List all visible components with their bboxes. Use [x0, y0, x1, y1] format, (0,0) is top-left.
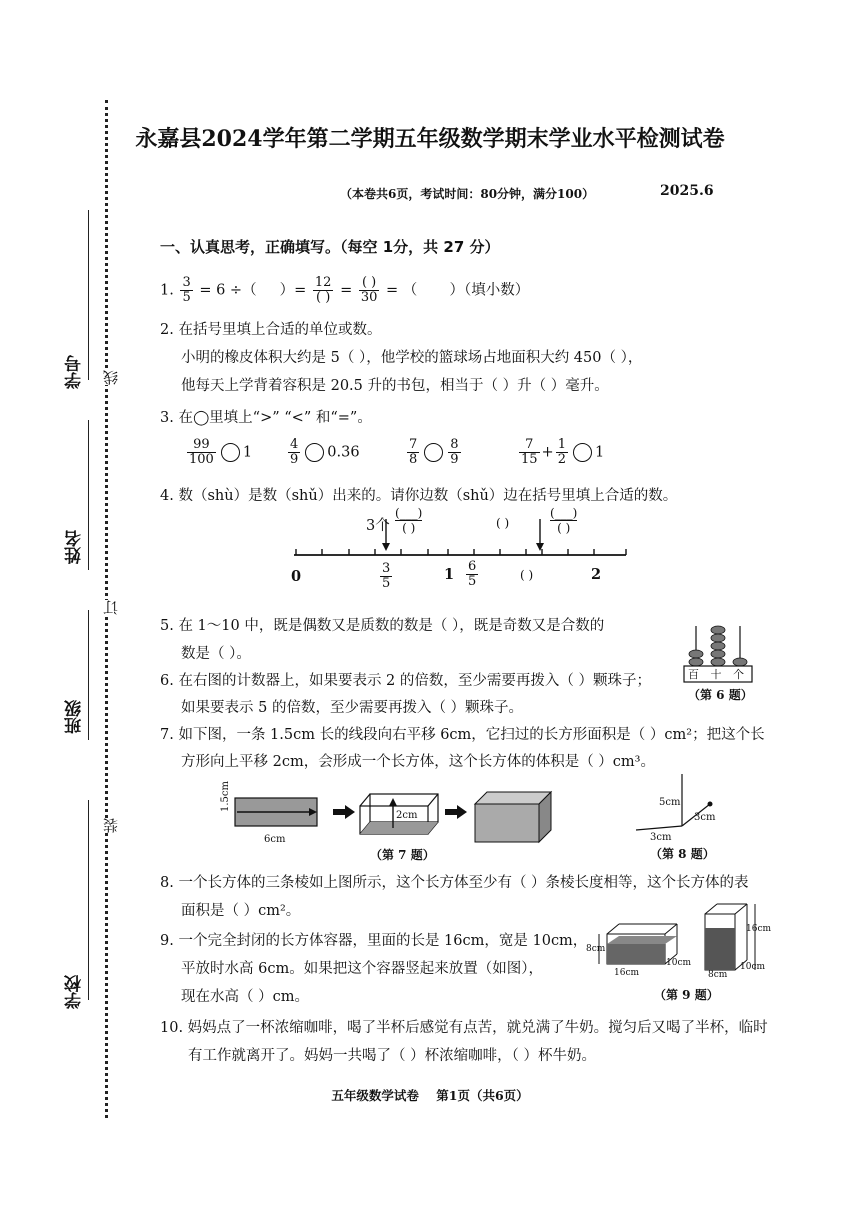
q3-item-4: $\frac{7}{15}$ + $\frac{1}{2}$ 1 [521, 437, 605, 467]
student-id-line [88, 210, 89, 380]
class-line [88, 610, 89, 740]
q8-caption: （第 8 题） [650, 847, 715, 861]
mark-zhuang: 装 [102, 818, 120, 833]
q4-blank-bottom[interactable]: ( ) [520, 568, 534, 582]
compare-circle[interactable] [221, 443, 240, 462]
q3-item-3: $\frac{7}{8}$ $\frac{8}{9}$ [409, 437, 459, 467]
question-3: 3. 在◯里填上“>” “<” 和“=”。 [160, 410, 372, 426]
name-line [88, 420, 89, 570]
question-6: 6. 在右图的计数器上，如果要表示 2 的倍数，至少需要再拨入（ ）颗珠子； [160, 673, 652, 689]
q2-line-1: 小明的橡皮体积大约是 5（ ），他学校的篮球场占地面积大约 450（ ）， [181, 350, 643, 366]
q9-dim-16cm-a: 16cm [614, 968, 640, 978]
q9-dim-8cm-b: 8cm [708, 970, 728, 980]
q8-edges-figure [630, 768, 740, 840]
q3-item-1: $\frac{99}{100}$ 1 [189, 437, 253, 467]
compare-circle[interactable] [305, 443, 324, 462]
class-label: 班级 [65, 700, 85, 734]
question-9: 9. 一个完全封闭的长方体容器，里面的长是 16cm，宽是 10cm， [160, 933, 588, 949]
abacus-labels: 百 十 个 [688, 668, 744, 681]
school-line [88, 800, 89, 1000]
mark-xian: 线 [102, 370, 120, 385]
question-5: 5. 在 1～10 中，既是偶数又是质数的数是（ ），既是奇数又是合数的 [160, 618, 605, 634]
q9-line-2: 平放时水高 6cm。如果把这个容器竖起来放置（如图）， [181, 961, 543, 977]
q4-fraction-blank-2[interactable]: (___) ( ) [550, 506, 578, 535]
q1-number: 1. [160, 282, 174, 299]
q4-number-line [280, 505, 640, 605]
q8-dim-3cm-left: 3cm [650, 832, 672, 843]
student-id-label: 学号 [65, 355, 85, 389]
exam-title: 永嘉县2024学年第二学期五年级数学期末学业水平检测试卷 [135, 126, 725, 152]
exam-date: 2025.6 [660, 183, 714, 199]
q9-caption: （第 9 题） [654, 988, 719, 1002]
q3-item-2: $\frac{4}{9}$ 0.36 [290, 437, 360, 467]
q2-line-2: 他每天上学背着容积是 20.5 升的书包，相当于（ ）升（ ）毫升。 [181, 378, 609, 394]
name-label: 姓名 [65, 530, 85, 564]
q6-line-2: 如果要表示 5 的倍数，至少需要再拨入（ ）颗珠子。 [181, 700, 524, 716]
q8-dim-5cm: 5cm [659, 797, 681, 808]
q9-dim-10cm-b: 10cm [740, 962, 766, 972]
question-7: 7. 如下图，一条 1.5cm 长的线段向右平移 6cm，它扫过的长方形面积是（ ）cm²；把这个长 [160, 727, 765, 743]
question-10: 10. 妈妈点了一杯浓缩咖啡，喝了半杯后感觉有点苦，就兑满了牛奶。搅匀后又喝了半杯，临时 [160, 1020, 768, 1036]
exam-info: （本卷共6页，考试时间：80分钟，满分100） [340, 187, 595, 201]
q6-caption: （第 6 题） [688, 688, 753, 702]
q9-dim-16cm-b: 16cm [746, 924, 772, 934]
question-1: 1. $\frac{3}{5}$ = 6 ÷（ ）= $\frac{12}{( )}$ = $\frac{( )}{30}$ = （ ）（填小数） [160, 275, 530, 305]
q4-label-1: 1 [444, 566, 455, 583]
q7-dim-1-5cm: 1.5cm [220, 781, 231, 812]
q10-line-2: 有工作就离开了。妈妈一共喝了（ ）杯浓缩咖啡，（ ）杯牛奶。 [188, 1048, 596, 1064]
q7-line-2: 方形向上平移 2cm，会形成一个长方体，这个长方体的体积是（ ）cm³。 [181, 754, 655, 770]
q1-fraction-3-5: $\frac{3}{5}$ [182, 275, 191, 305]
school-label: 学校 [65, 975, 85, 1009]
question-4: 4. 数（shù）是数（shǔ）出来的。请你边数（shǔ）边在括号里填上合适的数。 [160, 488, 678, 504]
q4-label-0: 0 [291, 568, 302, 585]
q9-line-3: 现在水高（ ）cm。 [181, 989, 309, 1005]
page-footer: 五年级数学试卷 第1页（共6页） [331, 1088, 529, 1103]
q4-count-label: 3个 [366, 518, 390, 534]
q9-dim-10cm-a: 10cm [666, 958, 692, 968]
q4-label-2: 2 [591, 566, 602, 583]
q9-dim-8cm-a: 8cm [586, 944, 606, 954]
compare-circle[interactable] [573, 443, 592, 462]
q1-fraction-12: $\frac{12}{( )}$ [314, 275, 332, 305]
q4-label-6-5: $\frac{6}{5}$ [468, 559, 477, 589]
q7-dim-6cm: 6cm [264, 834, 286, 845]
compare-circle[interactable] [424, 443, 443, 462]
q8-dim-3cm-right: 3cm [694, 812, 716, 823]
q5-line-2: 数是（ ）。 [181, 646, 251, 662]
q7-dim-2cm: 2cm [396, 810, 418, 821]
q4-fraction-blank-1[interactable]: (___) ( ) [395, 506, 423, 535]
section-1-heading: 一、认真思考，正确填写。（每空 1分，共 27 分） [160, 238, 500, 256]
question-8: 8. 一个长方体的三条棱如上图所示，这个长方体至少有（ ）条棱长度相等，这个长方体的表 [160, 875, 749, 891]
q4-blank-left[interactable]: ( ) [496, 516, 510, 530]
q7-caption: （第 7 题） [370, 848, 435, 862]
q1-fraction-30: $\frac{( )}{30}$ [360, 275, 378, 305]
q8-line-2: 面积是（ ）cm²。 [181, 903, 301, 919]
mark-ding: 订 [102, 600, 120, 615]
q4-label-3-5: $\frac{3}{5}$ [382, 561, 391, 591]
question-2: 2. 在括号里填上合适的单位或数。 [160, 322, 382, 338]
